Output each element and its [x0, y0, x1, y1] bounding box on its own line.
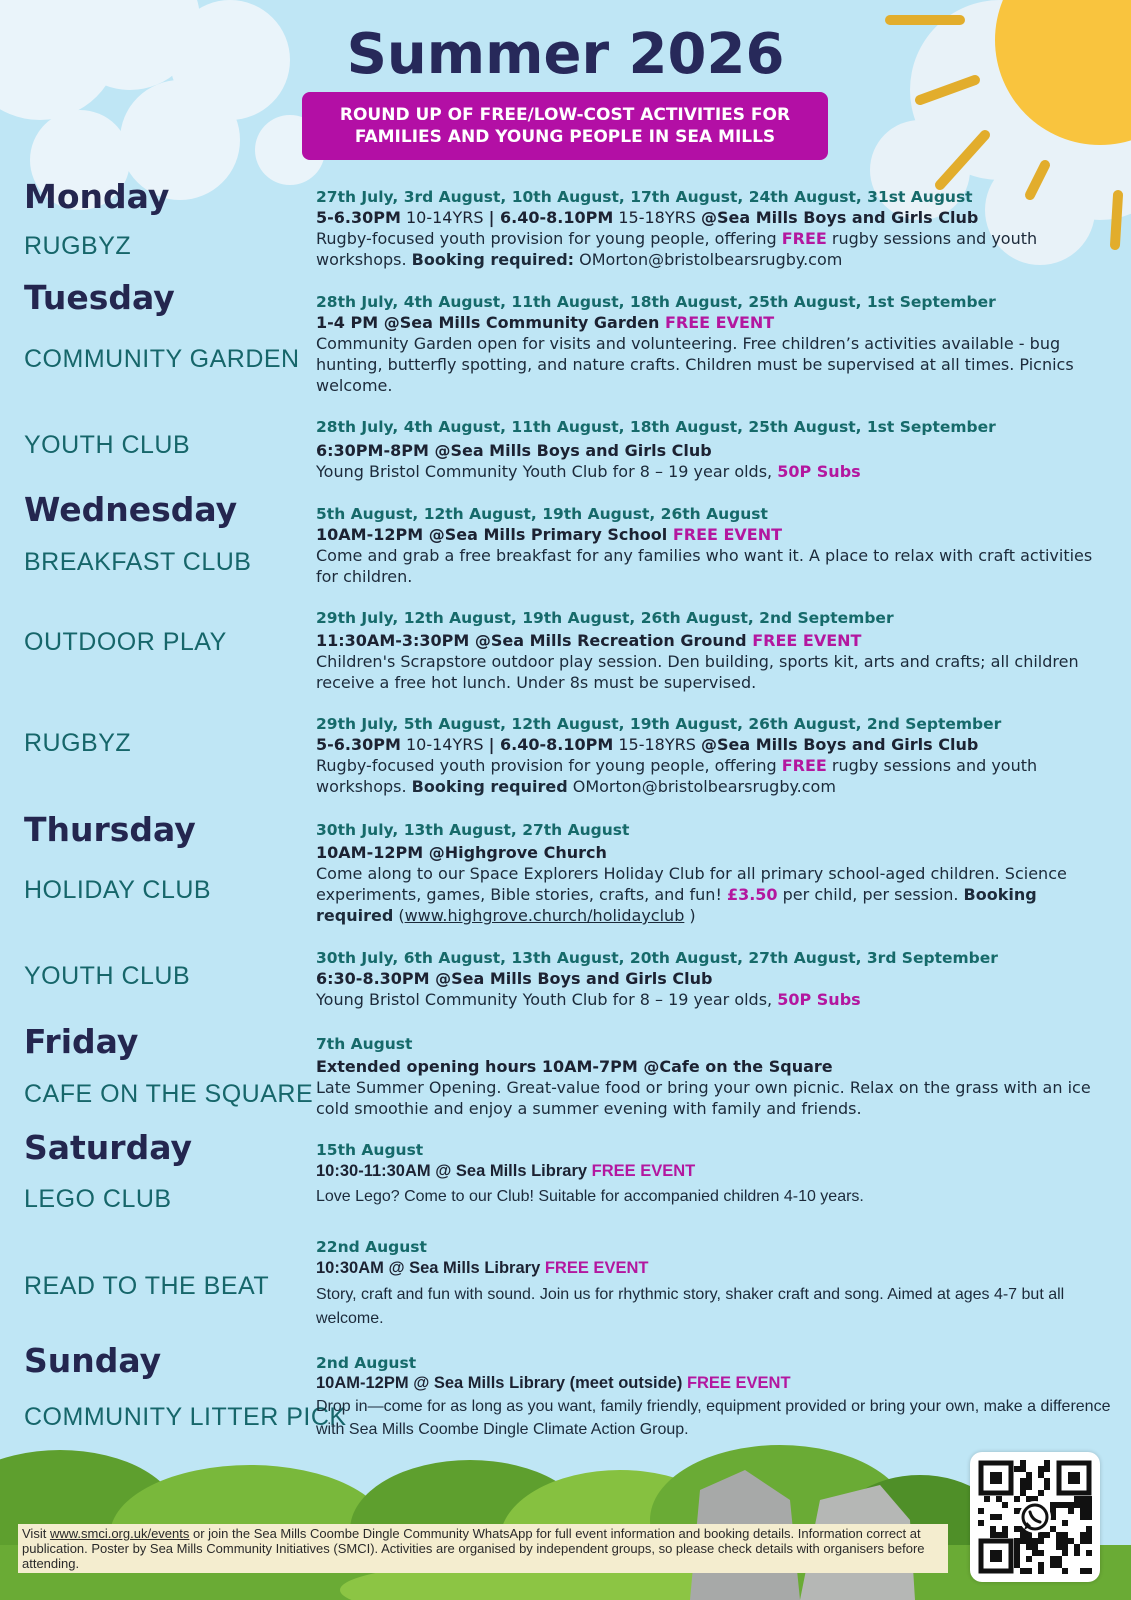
free-event-badge: FREE EVENT	[672, 525, 783, 544]
free-event-badge: FREE EVENT	[664, 313, 775, 332]
event-time-venue: 10AM-12PM @Highgrove Church	[316, 843, 607, 862]
day-heading-tuesday: Tuesday	[24, 278, 175, 317]
activity-name: RUGBYZ	[24, 232, 132, 260]
event-venue: @Sea Mills Boys and Girls Club	[701, 735, 979, 754]
activity-name: HOLIDAY CLUB	[24, 876, 212, 904]
event-dates: 27th July, 3rd August, 10th August, 17th August, 24th August, 31st August	[316, 188, 973, 206]
event-time: 1-4 PM @Sea Mills Community Garden	[316, 313, 665, 332]
event-entry	[316, 1353, 1116, 1441]
event-entry	[316, 417, 1116, 482]
event-dates: 5th August, 12th August, 19th August, 26th August	[316, 505, 768, 523]
free-event-badge: FREE EVENT	[686, 1374, 791, 1392]
event-entry	[316, 1140, 1116, 1207]
event-dates: 29th July, 12th August, 19th August, 26th August, 2nd September	[316, 609, 894, 627]
event-entry	[316, 608, 1116, 693]
event-time: 5-6.30PM	[316, 735, 401, 754]
event-age: 10-14YRS	[400, 208, 489, 227]
contact-email: OMorton@bristolbearsrugby.com	[574, 250, 843, 269]
event-entry	[316, 292, 1116, 396]
page-title: Summer 2026	[346, 22, 785, 87]
event-description	[316, 863, 1116, 926]
activity-name: LEGO CLUB	[24, 1185, 172, 1213]
event-time: 6.40-8.10PM	[494, 735, 614, 754]
event-time: 11:30AM-3:30PM @Sea Mills Recreation Ground	[316, 631, 753, 650]
event-entry	[316, 504, 1116, 587]
subs-badge: 50P Subs	[777, 462, 861, 481]
event-description	[316, 755, 1116, 797]
event-description	[316, 461, 1116, 482]
activity-name: RUGBYZ	[24, 729, 132, 757]
activity-name: YOUTH CLUB	[24, 962, 191, 990]
paren-open: (	[393, 906, 405, 925]
event-dates: 30th July, 13th August, 27th August	[316, 821, 630, 839]
event-time: 10AM-12PM @ Sea Mills Library (meet outside)	[316, 1374, 687, 1392]
qr-code-graphic	[970, 1452, 1100, 1582]
event-time-venue	[316, 1258, 1116, 1279]
event-dates: 29th July, 5th August, 12th August, 19th August, 26th August, 2nd September	[316, 715, 1002, 733]
banner-line-1: ROUND UP OF FREE/LOW-COST ACTIVITIES FOR	[339, 105, 791, 125]
event-time: 5-6.30PM	[316, 208, 401, 227]
event-venue: @Sea Mills Boys and Girls Club	[701, 208, 979, 227]
activity-name: YOUTH CLUB	[24, 431, 191, 459]
event-description: Story, craft and fun with sound. Join us for rhythmic story, shaker craft and song. Aimed at ages 4-7 but all welcome.	[316, 1286, 1065, 1327]
event-description: Late Summer Opening. Great-value food or bring your own picnic. Relax on the grass with an ice cold smoothie and enjoy a summer evening with family and friends.	[316, 1078, 1091, 1118]
banner-line-2: FAMILIES AND YOUNG PEOPLE IN SEA MILLS	[354, 127, 776, 147]
event-dates: 22nd August	[316, 1238, 427, 1256]
free-event-badge: FREE EVENT	[544, 1259, 649, 1277]
event-time: 10AM-12PM @Sea Mills Primary School	[316, 525, 673, 544]
event-age: 10-14YRS	[400, 735, 489, 754]
event-time-venue: Extended opening hours 10AM-7PM @Cafe on the Square	[316, 1057, 833, 1076]
separator: |	[488, 208, 495, 227]
footer-text: Visit	[22, 1526, 50, 1541]
event-time-venue	[316, 734, 1116, 755]
booking-label: Booking required:	[411, 250, 575, 269]
event-time-venue	[316, 1161, 1116, 1182]
event-entry	[316, 1237, 1116, 1331]
event-time-venue: 6:30-8.30PM @Sea Mills Boys and Girls Club	[316, 969, 713, 988]
day-heading-monday: Monday	[24, 177, 170, 216]
booking-label: Booking required	[411, 777, 568, 796]
event-time: 10:30-11:30AM @ Sea Mills Library	[316, 1162, 592, 1180]
event-description: Come and grab a free breakfast for any families who want it. A place to relax with craft activities for children.	[316, 546, 1093, 586]
qr-code-icon[interactable]	[970, 1452, 1100, 1582]
grass-hills	[0, 1445, 1131, 1600]
description-text: Come along to our Space Explorers Holiday Club for all primary school-aged children. Science experiments, games, Bible stories, crafts, and fun!	[316, 864, 1067, 904]
event-time-venue: 6:30PM-8PM @Sea Mills Boys and Girls Club	[316, 441, 712, 460]
event-age: 15-18YRS	[613, 208, 701, 227]
free-badge: FREE	[781, 229, 827, 248]
activity-name: OUTDOOR PLAY	[24, 628, 227, 656]
description-text: rugby sessions and youth workshops.	[316, 229, 1038, 269]
footer-note	[18, 1524, 948, 1573]
activity-name: BREAKFAST CLUB	[24, 548, 252, 576]
holiday-club-link[interactable]: www.highgrove.church/holidayclub	[404, 906, 685, 925]
contact-email: OMorton@bristolbearsrugby.com	[567, 777, 836, 796]
event-time-venue	[316, 207, 1116, 228]
separator: |	[488, 735, 495, 754]
event-dates: 30th July, 6th August, 13th August, 20th August, 27th August, 3rd September	[316, 949, 998, 967]
event-dates: 15th August	[316, 1141, 424, 1159]
subs-badge: 50P Subs	[777, 990, 861, 1009]
free-event-badge: FREE EVENT	[752, 631, 862, 650]
booking-label: Booking required	[316, 885, 1037, 925]
day-heading-friday: Friday	[24, 1022, 139, 1061]
event-time-venue	[316, 524, 1116, 545]
description-text: per child, per session.	[777, 885, 964, 904]
event-entry	[316, 187, 1116, 270]
day-heading-thursday: Thursday	[24, 810, 196, 849]
event-description: Children's Scrapstore outdoor play session. Den building, sports kit, arts and crafts; all children receive a free hot lunch. Under 8s must be supervised.	[316, 652, 1079, 692]
activity-name: CAFE ON THE SQUARE	[24, 1080, 314, 1108]
description-text: Young Bristol Community Youth Club for 8 – 19 year olds,	[316, 462, 778, 481]
event-entry	[316, 714, 1116, 797]
whatsapp-icon	[1019, 1501, 1051, 1533]
event-age: 15-18YRS	[613, 735, 701, 754]
event-dates: 7th August	[316, 1035, 413, 1053]
description-text: rugby sessions and youth workshops.	[316, 756, 1038, 796]
events-link[interactable]: www.smci.org.uk/events	[49, 1526, 190, 1541]
event-time-venue	[316, 630, 1116, 651]
activity-name: READ TO THE BEAT	[24, 1272, 270, 1300]
event-time-venue	[316, 1373, 1116, 1394]
description-text: Rugby-focused youth provision for young people, offering	[316, 756, 782, 775]
activity-name: COMMUNITY GARDEN	[24, 345, 300, 373]
paren-close: )	[684, 906, 696, 925]
event-entry	[316, 948, 1116, 1010]
day-heading-wednesday: Wednesday	[24, 490, 238, 529]
activity-name: COMMUNITY LITTER PICK	[24, 1403, 347, 1431]
free-badge: FREE	[781, 756, 827, 775]
event-dates: 28th July, 4th August, 11th August, 18th August, 25th August, 1st September	[316, 293, 996, 311]
description-text: Rugby-focused youth provision for young people, offering	[316, 229, 782, 248]
event-description: Drop in—come for as long as you want, family friendly, equipment provided or bring your own, make a difference with Sea Mills Coombe Dingle Climate Action Group.	[316, 1398, 1111, 1438]
event-entry	[316, 820, 1116, 926]
description-text: Young Bristol Community Youth Club for 8 – 19 year olds,	[316, 990, 778, 1009]
event-time: 6.40-8.10PM	[494, 208, 614, 227]
event-description: Love Lego? Come to our Club! Suitable for accompanied children 4-10 years.	[316, 1188, 864, 1205]
event-description: Community Garden open for visits and volunteering. Free children’s activities available - bug hunting, butterfly spotting, and nature crafts. Children must be supervised at all times. Picnics welcome.	[316, 334, 1074, 395]
event-entry	[316, 1034, 1116, 1119]
subtitle-banner	[302, 92, 828, 160]
day-heading-sunday: Sunday	[24, 1341, 162, 1380]
free-event-badge: FREE EVENT	[591, 1162, 696, 1180]
event-description	[316, 989, 1116, 1010]
event-time: 10:30AM @ Sea Mills Library	[316, 1259, 545, 1277]
event-time-venue	[316, 312, 1116, 333]
event-description	[316, 228, 1116, 270]
event-dates: 28th July, 4th August, 11th August, 18th August, 25th August, 1st September	[316, 418, 996, 436]
day-heading-saturday: Saturday	[24, 1128, 192, 1167]
price-badge: £3.50	[726, 885, 778, 904]
footer-text: or join the Sea Mills Coombe Dingle Community WhatsApp for full event information and booking details. Information correct at publication. Poster by Sea Mills Community Initiatives (SMCI). Activities are organised by independent groups, so please check details with organisers before attending.	[22, 1526, 925, 1571]
event-dates: 2nd August	[316, 1354, 417, 1372]
